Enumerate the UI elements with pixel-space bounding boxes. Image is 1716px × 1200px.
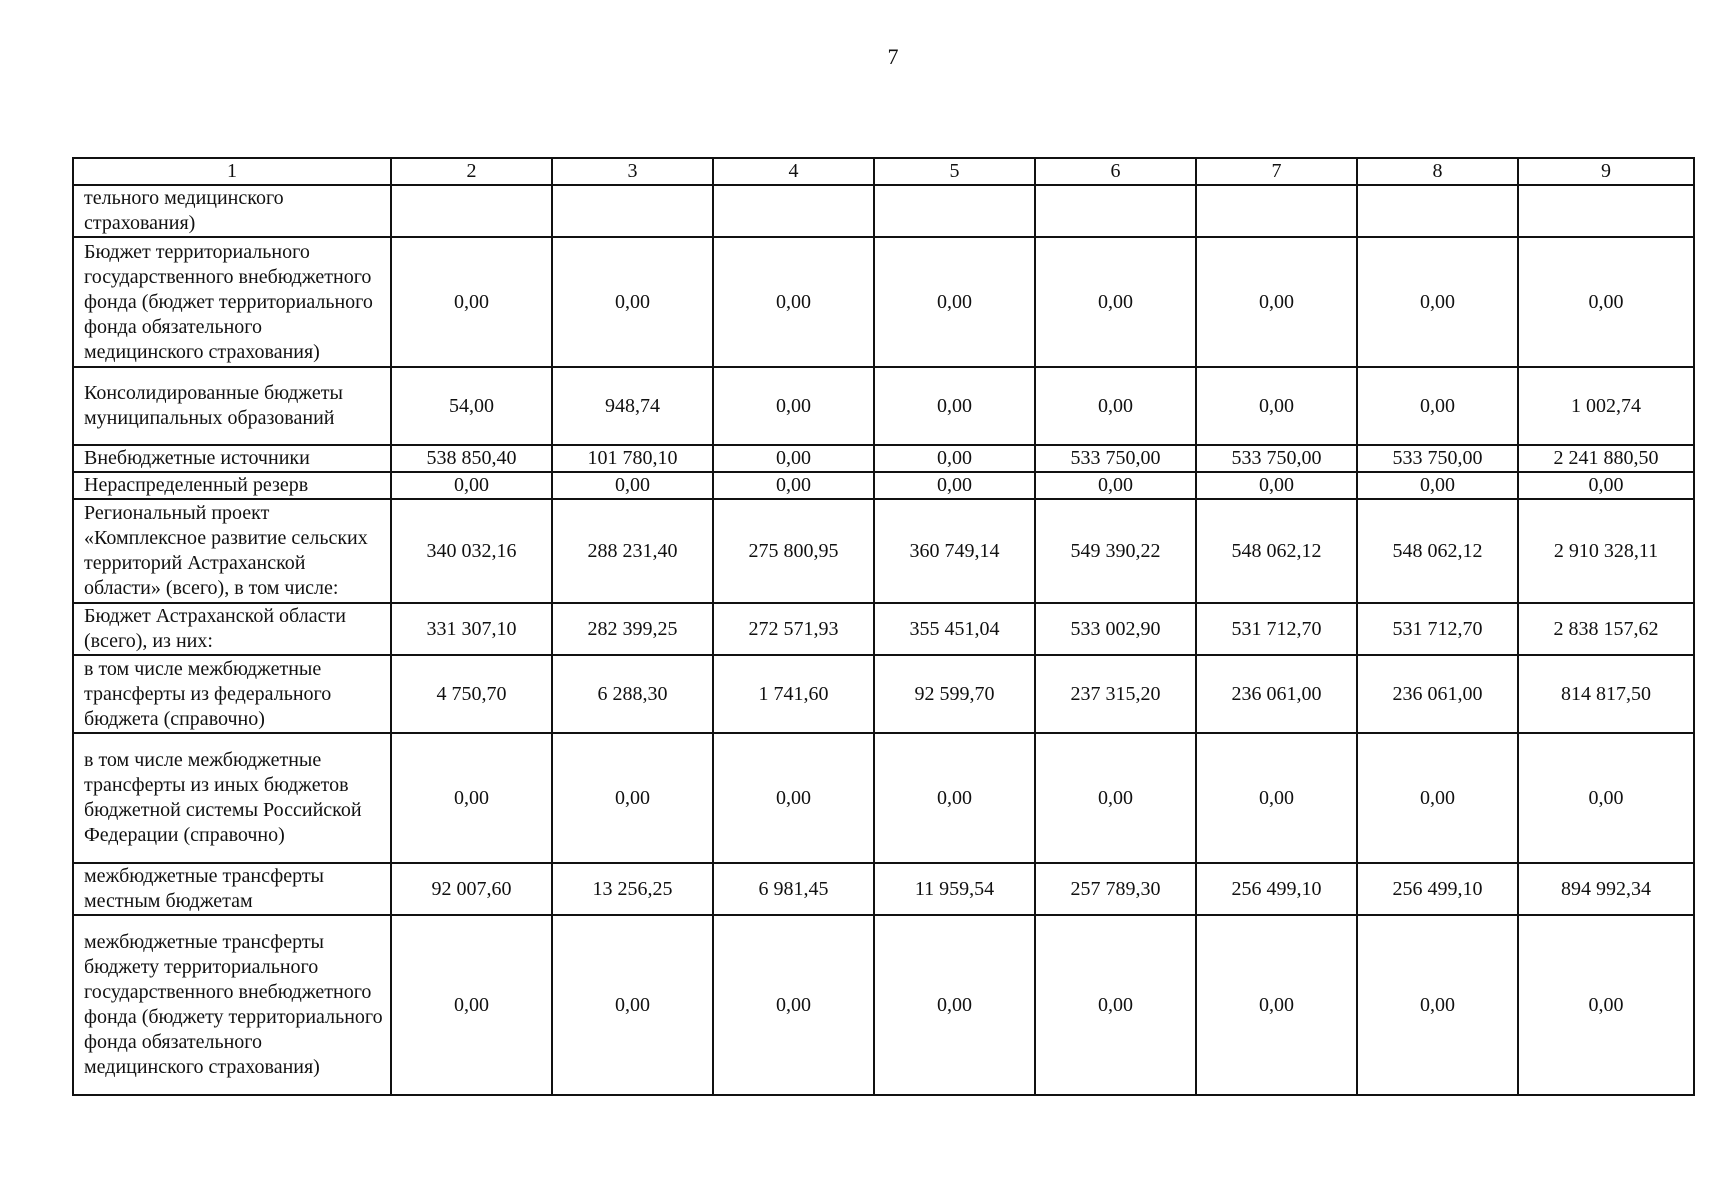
table-cell: 0,00 <box>1518 237 1694 367</box>
table-cell: 1 002,74 <box>1518 367 1694 445</box>
row-label: Региональный проект «Комплексное развитие сельских территорий Астраханской области» (всего), в том числе: <box>73 499 391 603</box>
table-row <box>73 603 1694 655</box>
table-cell: 275 800,95 <box>713 499 874 603</box>
table-cell: 4 750,70 <box>391 655 552 733</box>
table-cell: 548 062,12 <box>1357 499 1518 603</box>
row-label: Внебюджетные источники <box>73 445 391 472</box>
table-row <box>73 445 1694 472</box>
table-cell: 0,00 <box>874 367 1035 445</box>
column-header: 2 <box>391 158 552 185</box>
table-row <box>73 863 1694 915</box>
row-label: межбюджетные трансферты местным бюджетам <box>73 863 391 915</box>
table-cell <box>1196 185 1357 237</box>
column-header: 3 <box>552 158 713 185</box>
table-cell: 0,00 <box>1035 472 1196 499</box>
table-cell: 531 712,70 <box>1196 603 1357 655</box>
table-cell: 236 061,00 <box>1196 655 1357 733</box>
table-cell: 92 599,70 <box>874 655 1035 733</box>
table-cell: 6 288,30 <box>552 655 713 733</box>
table-cell: 548 062,12 <box>1196 499 1357 603</box>
table-cell: 0,00 <box>874 915 1035 1095</box>
column-header: 8 <box>1357 158 1518 185</box>
table-cell: 0,00 <box>874 445 1035 472</box>
table-cell: 0,00 <box>713 472 874 499</box>
table-cell: 0,00 <box>874 733 1035 863</box>
table-cell: 0,00 <box>1357 472 1518 499</box>
table-cell: 0,00 <box>1035 237 1196 367</box>
table-cell: 340 032,16 <box>391 499 552 603</box>
table-row <box>73 499 1694 603</box>
column-header: 4 <box>713 158 874 185</box>
table-cell: 0,00 <box>713 237 874 367</box>
table-cell: 533 002,90 <box>1035 603 1196 655</box>
table-cell: 256 499,10 <box>1196 863 1357 915</box>
table-cell: 2 241 880,50 <box>1518 445 1694 472</box>
row-label: в том числе межбюджетные трансферты из иных бюджетов бюджетной системы Российской Федерации (справочно) <box>73 733 391 863</box>
table-cell: 0,00 <box>1357 733 1518 863</box>
row-label: Нераспределенный резерв <box>73 472 391 499</box>
table-row <box>73 472 1694 499</box>
table-cell: 0,00 <box>1196 733 1357 863</box>
table-cell: 894 992,34 <box>1518 863 1694 915</box>
table-cell: 0,00 <box>391 733 552 863</box>
column-header: 7 <box>1196 158 1357 185</box>
table-cell <box>1035 185 1196 237</box>
row-label: Бюджет Астраханской области (всего), из них: <box>73 603 391 655</box>
table-cell: 0,00 <box>1035 367 1196 445</box>
table-cell: 0,00 <box>1357 367 1518 445</box>
table-cell: 272 571,93 <box>713 603 874 655</box>
table-cell <box>1357 185 1518 237</box>
table-cell <box>713 185 874 237</box>
table-cell: 282 399,25 <box>552 603 713 655</box>
table-cell: 0,00 <box>552 472 713 499</box>
table-cell: 0,00 <box>1035 733 1196 863</box>
row-label: Бюджет территориального государственного внебюджетного фонда (бюджет территориального фонда обязательного медицинского страхования) <box>73 237 391 367</box>
budget-table <box>72 157 1695 1096</box>
column-header: 1 <box>73 158 391 185</box>
table-cell: 237 315,20 <box>1035 655 1196 733</box>
table-row <box>73 237 1694 367</box>
table-cell: 11 959,54 <box>874 863 1035 915</box>
table-cell: 288 231,40 <box>552 499 713 603</box>
table-cell <box>552 185 713 237</box>
page-number: 7 <box>887 44 899 69</box>
table-cell <box>1518 185 1694 237</box>
table-cell: 0,00 <box>713 367 874 445</box>
table-cell: 360 749,14 <box>874 499 1035 603</box>
column-header: 6 <box>1035 158 1196 185</box>
table-cell: 1 741,60 <box>713 655 874 733</box>
table-cell: 0,00 <box>874 472 1035 499</box>
table-cell: 948,74 <box>552 367 713 445</box>
row-label: в том числе межбюджетные трансферты из федерального бюджета (справочно) <box>73 655 391 733</box>
table-cell: 0,00 <box>1035 915 1196 1095</box>
table-cell: 256 499,10 <box>1357 863 1518 915</box>
table-row <box>73 915 1694 1095</box>
table-cell: 0,00 <box>1518 472 1694 499</box>
table-cell: 549 390,22 <box>1035 499 1196 603</box>
table-cell: 331 307,10 <box>391 603 552 655</box>
table-cell: 355 451,04 <box>874 603 1035 655</box>
table-cell: 0,00 <box>552 733 713 863</box>
table-cell: 0,00 <box>1196 472 1357 499</box>
table-cell: 0,00 <box>1357 915 1518 1095</box>
table-cell: 0,00 <box>1196 915 1357 1095</box>
table-cell: 0,00 <box>1518 915 1694 1095</box>
row-label: тельного медицинского страхования) <box>73 185 391 237</box>
table-cell: 101 780,10 <box>552 445 713 472</box>
table-cell: 0,00 <box>1196 237 1357 367</box>
table-row <box>73 185 1694 237</box>
row-label: Консолидированные бюджеты муниципальных образований <box>73 367 391 445</box>
table-cell: 538 850,40 <box>391 445 552 472</box>
row-label: межбюджетные трансферты бюджету территориального государственного внебюджетного фонда (бюджету территориального фонда обязательного медицинского страхования) <box>73 915 391 1095</box>
table-cell: 257 789,30 <box>1035 863 1196 915</box>
table-cell: 0,00 <box>1357 237 1518 367</box>
table-cell: 13 256,25 <box>552 863 713 915</box>
table-cell: 92 007,60 <box>391 863 552 915</box>
table-cell <box>874 185 1035 237</box>
table-cell: 236 061,00 <box>1357 655 1518 733</box>
table-cell: 0,00 <box>713 445 874 472</box>
table-cell: 814 817,50 <box>1518 655 1694 733</box>
table-cell: 2 838 157,62 <box>1518 603 1694 655</box>
table-cell: 54,00 <box>391 367 552 445</box>
table-cell: 0,00 <box>874 237 1035 367</box>
table-cell: 0,00 <box>1518 733 1694 863</box>
table-cell: 0,00 <box>552 915 713 1095</box>
table-row <box>73 655 1694 733</box>
table-cell: 0,00 <box>391 915 552 1095</box>
table-cell: 533 750,00 <box>1357 445 1518 472</box>
table-header-row <box>73 158 1694 185</box>
table-cell <box>391 185 552 237</box>
column-header: 9 <box>1518 158 1694 185</box>
table-cell: 0,00 <box>391 472 552 499</box>
table-cell: 533 750,00 <box>1196 445 1357 472</box>
table-cell: 0,00 <box>391 237 552 367</box>
table-row <box>73 367 1694 445</box>
table-row <box>73 733 1694 863</box>
table-cell: 0,00 <box>713 915 874 1095</box>
table-cell: 531 712,70 <box>1357 603 1518 655</box>
table-cell: 0,00 <box>713 733 874 863</box>
table-cell: 2 910 328,11 <box>1518 499 1694 603</box>
table-cell: 533 750,00 <box>1035 445 1196 472</box>
table-cell: 0,00 <box>1196 367 1357 445</box>
table-cell: 0,00 <box>552 237 713 367</box>
column-header: 5 <box>874 158 1035 185</box>
table-cell: 6 981,45 <box>713 863 874 915</box>
